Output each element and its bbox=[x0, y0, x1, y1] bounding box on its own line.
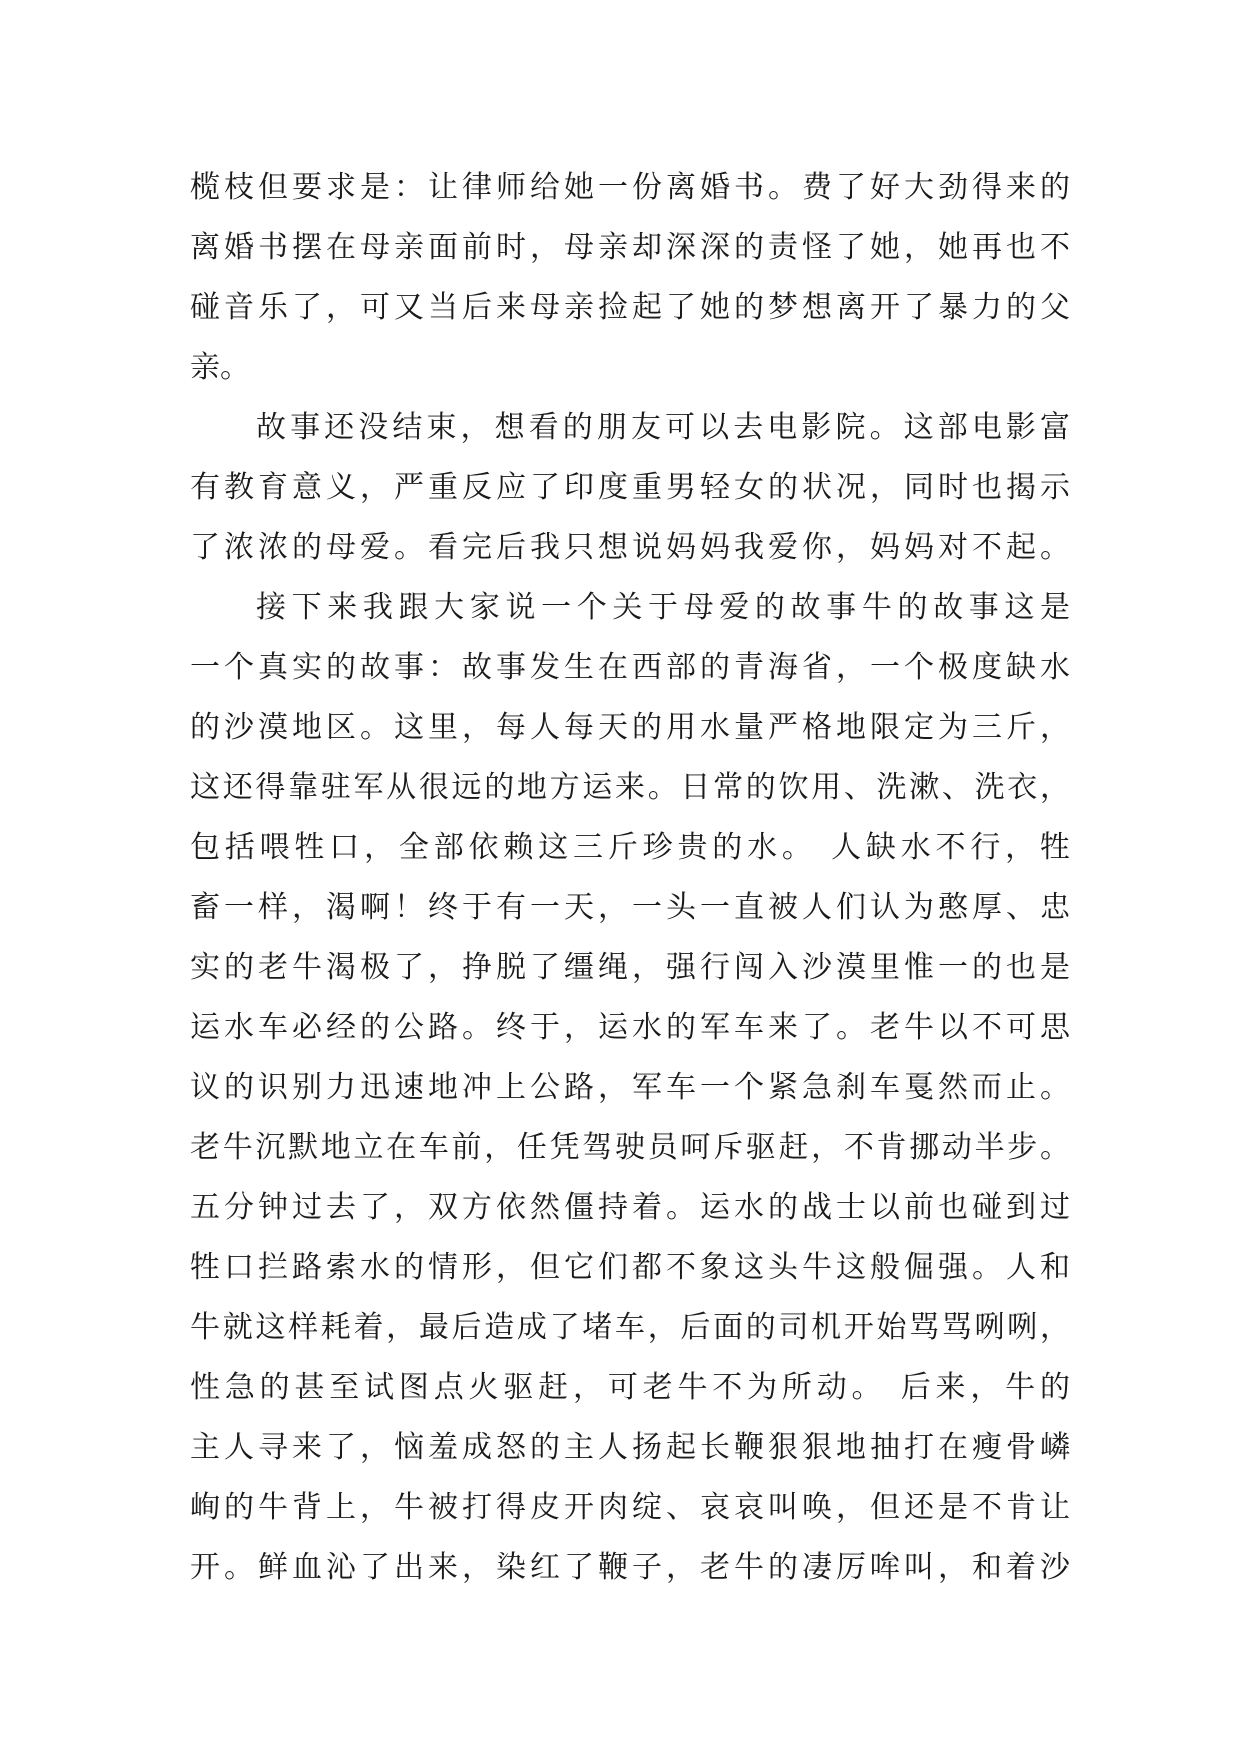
text-line: 碰音乐了，可又当后来母亲捡起了她的梦想离开了暴力的父 bbox=[190, 290, 1070, 325]
text-line: 了浓浓的母爱。看完后我只想说妈妈我爱你，妈妈对不起。 bbox=[190, 530, 1070, 565]
text-line: 老牛沉默地立在车前，任凭驾驶员呵斥驱赶，不肯挪动半步。 bbox=[190, 1130, 1070, 1165]
text-line: 离婚书摆在母亲面前时，母亲却深深的责怪了她，她再也不 bbox=[190, 230, 1070, 265]
text-line: 峋的牛背上，牛被打得皮开肉绽、哀哀叫唤，但还是不肯让 bbox=[190, 1490, 1070, 1525]
text-line: 的沙漠地区。这里，每人每天的用水量严格地限定为三斤， bbox=[190, 710, 1070, 745]
text-line: 一个真实的故事：故事发生在西部的青海省，一个极度缺水 bbox=[190, 650, 1070, 685]
text-line: 实的老牛渴极了，挣脱了缰绳，强行闯入沙漠里惟一的也是 bbox=[190, 950, 1070, 985]
text-line: 亲。 bbox=[190, 350, 250, 385]
text-line: 这还得靠驻军从很远的地方运来。日常的饮用、洗漱、洗衣， bbox=[190, 770, 1070, 805]
text-line: 五分钟过去了，双方依然僵持着。运水的战士以前也碰到过 bbox=[190, 1190, 1070, 1225]
text-line: 有教育意义，严重反应了印度重男轻女的状况，同时也揭示 bbox=[190, 470, 1070, 505]
text-line: 运水车必经的公路。终于，运水的军车来了。老牛以不可思 bbox=[190, 1010, 1070, 1045]
text-line: 包括喂牲口，全部依赖这三斤珍贵的水。 人缺水不行，牲 bbox=[190, 830, 1070, 865]
text-line: 故事还没结束，想看的朋友可以去电影院。这部电影富 bbox=[256, 410, 1070, 445]
text-line: 畜一样，渴啊！终于有一天，一头一直被人们认为憨厚、忠 bbox=[190, 890, 1070, 925]
text-line: 主人寻来了，恼羞成怒的主人扬起长鞭狠狠地抽打在瘦骨嶙 bbox=[190, 1430, 1070, 1465]
text-line: 议的识别力迅速地冲上公路，军车一个紧急刹车戛然而止。 bbox=[190, 1070, 1070, 1105]
body-text bbox=[190, 158, 1070, 1598]
text-line: 牛就这样耗着，最后造成了堵车，后面的司机开始骂骂咧咧， bbox=[190, 1310, 1070, 1345]
text-line: 开。鲜血沁了出来，染红了鞭子，老牛的凄厉哞叫，和着沙 bbox=[190, 1550, 1070, 1585]
text-line: 性急的甚至试图点火驱赶，可老牛不为所动。 后来，牛的 bbox=[190, 1370, 1070, 1405]
text-line: 接下来我跟大家说一个关于母爱的故事牛的故事这是 bbox=[256, 590, 1070, 625]
text-line: 牲口拦路索水的情形，但它们都不象这头牛这般倔强。人和 bbox=[190, 1250, 1070, 1285]
text-line: 榄枝但要求是：让律师给她一份离婚书。费了好大劲得来的 bbox=[190, 170, 1070, 205]
